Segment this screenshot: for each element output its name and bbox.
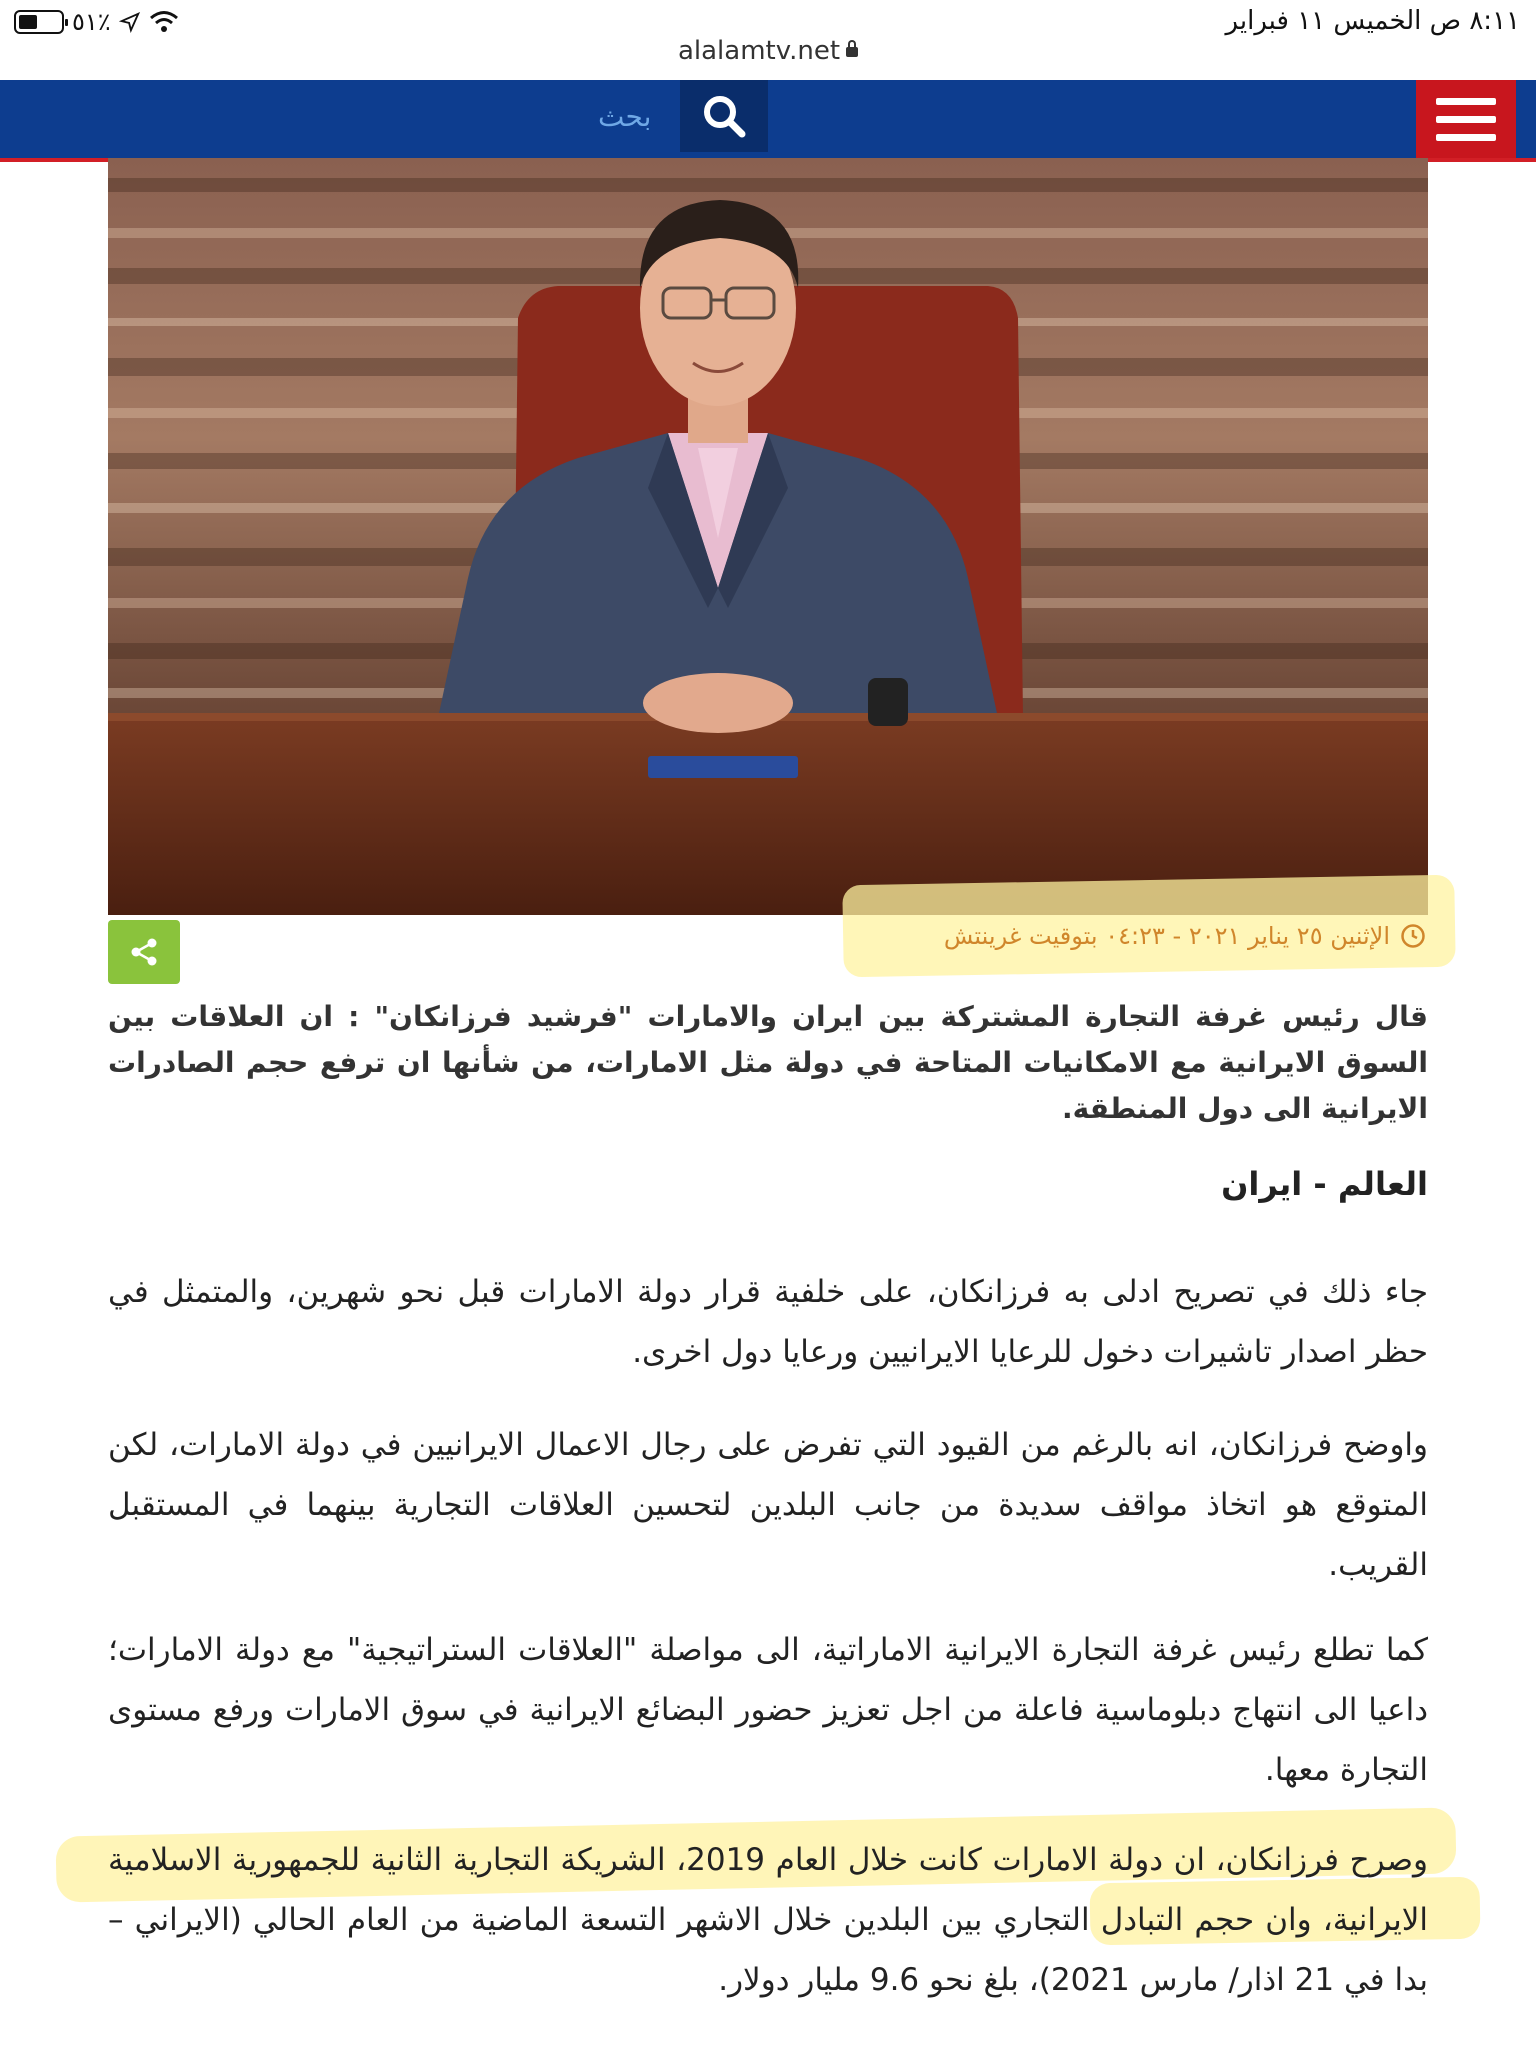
battery-percent: ٥١٪ xyxy=(72,8,111,36)
menu-button[interactable] xyxy=(1416,80,1516,158)
hamburger-icon-line xyxy=(1436,98,1496,105)
clock-icon xyxy=(1400,923,1426,949)
article-photo xyxy=(108,158,1428,915)
location-arrow-icon xyxy=(119,11,141,33)
wifi-icon xyxy=(149,10,179,34)
article-date xyxy=(944,922,1426,950)
browser-url-bar[interactable] xyxy=(0,36,1536,66)
search-label[interactable]: بحث xyxy=(598,100,652,133)
article-paragraph: وصرح فرزانكان، ان دولة الامارات كانت خلال العام 2019، الشريكة التجارية الثانية للجمهورية الاسلامية الايرانية، وان حجم التبادل التجاري بين البلدين خلال الاشهر التسعة الماضية من العام الحالي (الايراني – بدا في 21 اذار/ مارس 2021)، بلغ نحو 9.6 مليار دولار. xyxy=(108,1842,1428,1998)
hamburger-icon-line xyxy=(1436,116,1496,123)
share-button[interactable] xyxy=(108,920,180,984)
url-text: alalamtv.net xyxy=(677,36,841,66)
article-paragraph: جاء ذلك في تصريح ادلى به فرزانكان، على خلفية قرار دولة الامارات قبل نحو شهرين، والمتمثل في حظر اصدار تاشيرات دخول للرعايا الايرانيين ورعايا دول اخرى. xyxy=(108,1274,1428,1370)
share-icon xyxy=(128,936,160,968)
search-icon xyxy=(701,93,747,139)
site-header xyxy=(0,80,1536,162)
lock-icon xyxy=(846,47,858,57)
battery-icon xyxy=(14,10,64,34)
article-section-title: العالم - ايران xyxy=(1221,1165,1428,1203)
article-paragraph: كما تطلع رئيس غرفة التجارة الايرانية الاماراتية، الى مواصلة "العلاقات الستراتيجية" مع دولة الامارات؛ داعيا الى انتهاج دبلوماسية فاعلة من اجل تعزيز حضور البضائع الايرانية في سوق الامارات ورفع مستوى التجارة معها. xyxy=(108,1632,1428,1788)
search-button[interactable] xyxy=(680,80,768,152)
article-lead: قال رئيس غرفة التجارة المشتركة بين ايران والامارات "فرشيد فرزانكان" : ان العلاقات بين السوق الايرانية مع الامكانيات المتاحة في دولة مثل الامارات، من شأنها ان ترفع حجم الصادرات الايرانية الى دول المنطقة. xyxy=(108,1000,1428,1125)
status-time-date: ٨:١١ ص الخميس ١١ فبراير xyxy=(1225,6,1520,36)
article-paragraph: واوضح فرزانكان، انه بالرغم من القيود التي تفرض على رجال الاعمال الايرانيين في دولة الامارات، لكن المتوقع هو اتخاذ مواقف سديدة من جانب البلدين لتحسين العلاقات التجارية بينهما في المستقبل القريب. xyxy=(108,1427,1428,1583)
status-indicators xyxy=(14,8,179,36)
hamburger-icon-line xyxy=(1436,134,1496,141)
date-text: الإثنين ٢٥ يناير ٢٠٢١ - ٠٤:٢٣ بتوقيت غرينتش xyxy=(943,922,1390,950)
